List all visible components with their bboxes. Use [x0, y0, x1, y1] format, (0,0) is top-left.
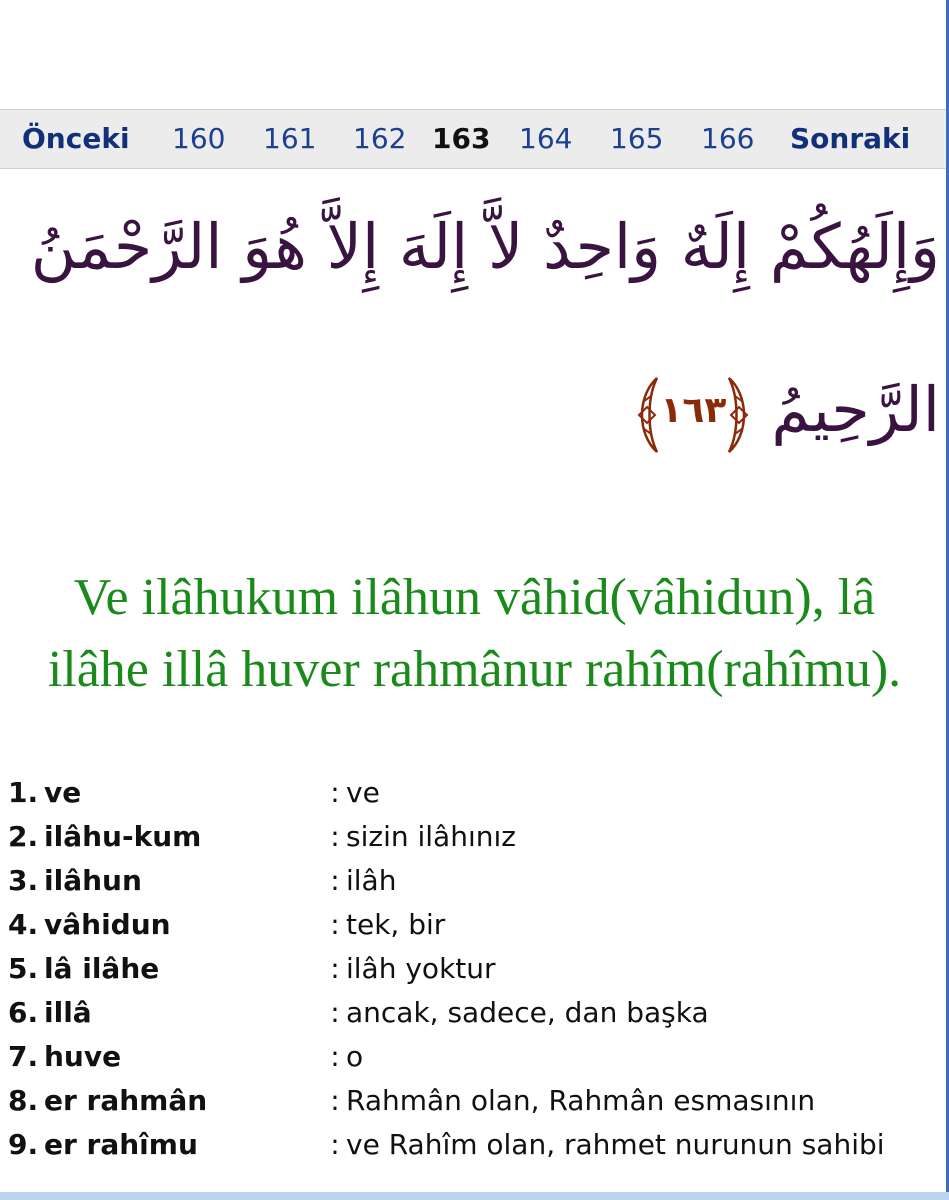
ayah-end-marker — [633, 372, 753, 458]
page-link-165[interactable]: 165 — [610, 122, 664, 155]
row-number: 7. — [8, 1039, 39, 1073]
word-meaning: ve — [346, 775, 380, 809]
arabic-word: lâ ilâhe — [44, 951, 160, 985]
word-meaning-table — [8, 770, 938, 1166]
previous-page-link[interactable]: Önceki — [22, 122, 130, 155]
page-navigation-bar — [0, 109, 946, 169]
current-page-number: 163 — [432, 122, 491, 155]
transliteration-line-2: ilâhe illâ huver rahmânur rahîm(rahîmu). — [47, 641, 902, 698]
row-number: 3. — [8, 863, 39, 897]
word-meaning: ve Rahîm olan, rahmet nurunun sahibi — [346, 1127, 885, 1161]
row-number: 6. — [8, 995, 39, 1029]
arabic-word: ve — [44, 775, 82, 809]
table-row — [8, 990, 938, 1034]
arabic-word: huve — [44, 1039, 122, 1073]
row-number: 1. — [8, 775, 39, 809]
separator: : — [330, 1083, 340, 1117]
separator: : — [330, 951, 340, 985]
arabic-word: er rahîmu — [44, 1127, 198, 1161]
table-row — [8, 1078, 938, 1122]
word-meaning: ilâh yoktur — [346, 951, 496, 985]
table-row — [8, 1122, 938, 1166]
table-row — [8, 814, 938, 858]
separator: : — [330, 907, 340, 941]
arabic-word: ilâhu-kum — [44, 819, 202, 853]
window-bottom-edge — [0, 1192, 949, 1200]
row-number: 2. — [8, 819, 39, 853]
word-meaning: ilâh — [346, 863, 397, 897]
separator: : — [330, 819, 340, 853]
word-meaning: ancak, sadece, dan başka — [346, 995, 709, 1029]
arabic-word: er rahmân — [44, 1083, 208, 1117]
row-number: 5. — [8, 951, 39, 985]
transliteration-line-1: Ve ilâhukum ilâhun vâhid(vâhidun), lâ — [73, 569, 876, 626]
arabic-word: illâ — [44, 995, 92, 1029]
table-row — [8, 946, 938, 990]
arabic-verse-line-1: وَإِلَهُكُمْ إِلَهٌ وَاحِدٌ لاَّ إِلَهَ إِلاَّ هُوَ الرَّحْمَنُ — [30, 210, 940, 283]
separator: : — [330, 1039, 340, 1073]
table-row — [8, 858, 938, 902]
page-link-166[interactable]: 166 — [701, 122, 755, 155]
arabic-word: ilâhun — [44, 863, 142, 897]
ayah-number: ١٦٣ — [660, 390, 727, 431]
page-link-161[interactable]: 161 — [263, 122, 317, 155]
separator: : — [330, 775, 340, 809]
arabic-word: vâhidun — [44, 907, 171, 941]
arabic-verse-line-2-text: الرَّحِيمُ — [771, 373, 940, 447]
separator: : — [330, 1127, 340, 1161]
word-meaning: Rahmân olan, Rahmân esmasının — [346, 1083, 816, 1117]
separator: : — [330, 995, 340, 1029]
table-row — [8, 902, 938, 946]
table-row — [8, 770, 938, 814]
page-link-162[interactable]: 162 — [353, 122, 407, 155]
row-number: 9. — [8, 1127, 39, 1161]
word-meaning: tek, bir — [346, 907, 446, 941]
arabic-verse-line-2 — [30, 372, 940, 458]
page-link-164[interactable]: 164 — [519, 122, 573, 155]
page-link-160[interactable]: 160 — [172, 122, 226, 155]
word-meaning: o — [346, 1039, 364, 1073]
table-row — [8, 1034, 938, 1078]
word-meaning: sizin ilâhınız — [346, 819, 516, 853]
row-number: 8. — [8, 1083, 39, 1117]
row-number: 4. — [8, 907, 39, 941]
next-page-link[interactable]: Sonraki — [790, 122, 911, 155]
separator: : — [330, 863, 340, 897]
